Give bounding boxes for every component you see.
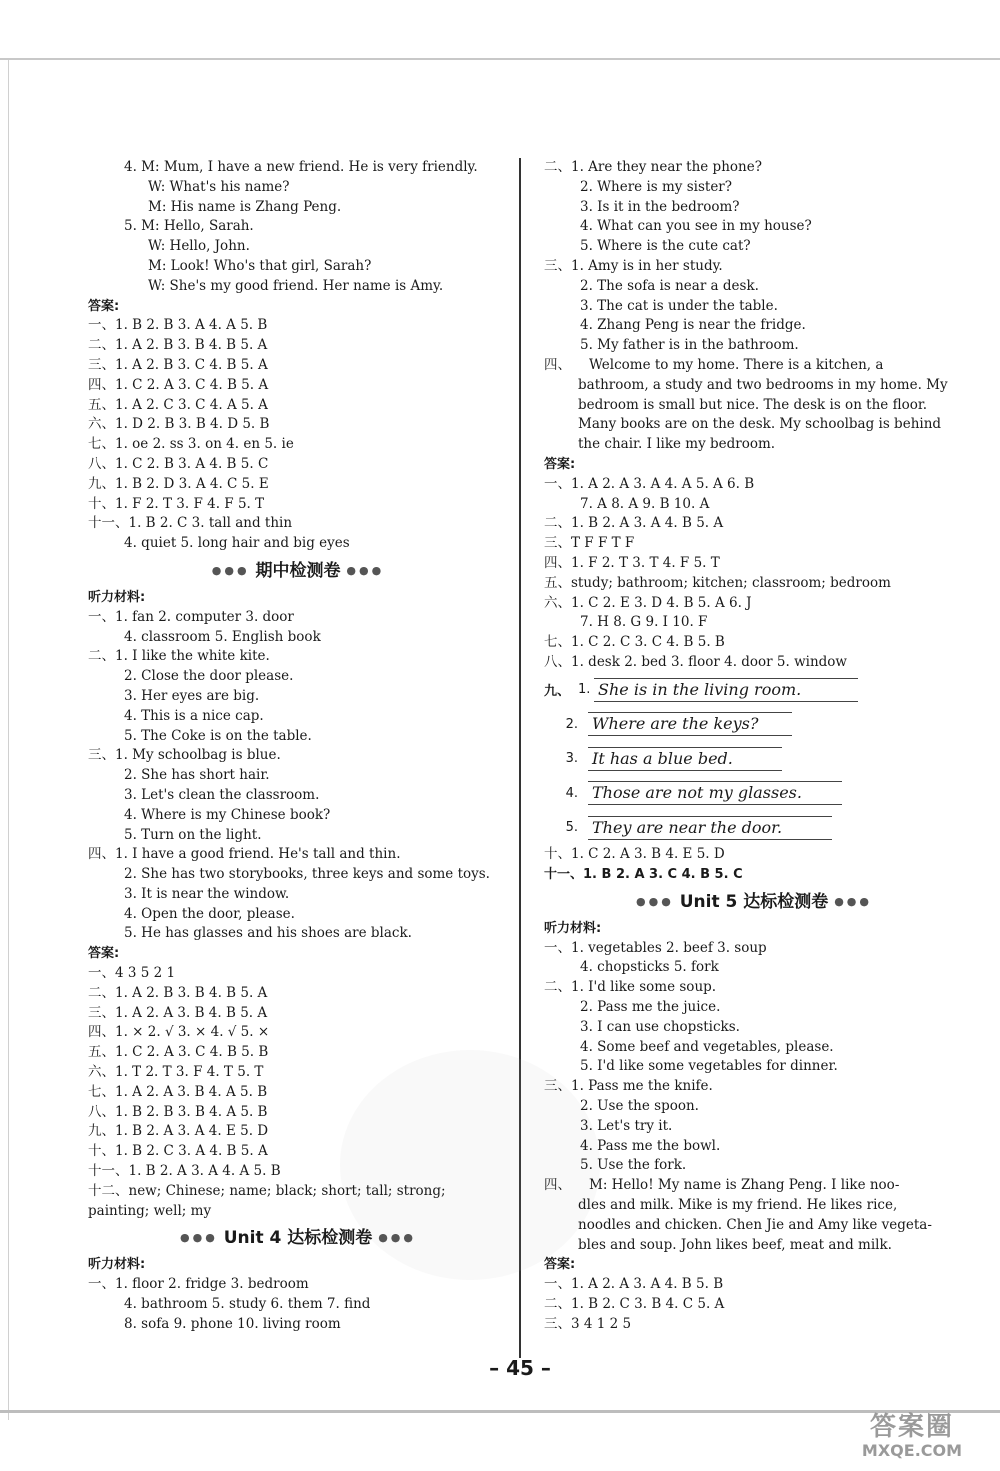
listening-line: 2. She has short hair. — [124, 767, 270, 784]
listening-line: 3. The cat is under the table. — [580, 297, 778, 314]
writing-row — [544, 776, 964, 811]
right-column — [544, 158, 964, 1335]
answer-line: 九、1. B 2. A 3. A 4. E 5. D — [88, 1123, 269, 1140]
listening-line: 3. Her eyes are big. — [124, 687, 260, 704]
passage-line: bles and soup. John likes beef, meat and milk. — [578, 1236, 892, 1253]
answer-line: 十二、new; Chinese; name; black; short; tall; strong; — [88, 1182, 446, 1199]
writing-num: 2. — [565, 716, 578, 732]
listening-line: 4. bathroom 5. study 6. them 7. find — [124, 1296, 371, 1313]
watermark-line1: 答案圈 — [869, 1412, 954, 1442]
listening-line: 二、1. Are they near the phone? — [544, 159, 762, 175]
dialogue-line: W: She's my good friend. Her name is Amy. — [148, 277, 444, 294]
left-edge — [8, 60, 9, 1420]
listening-line: 3. It is near the window. — [124, 885, 290, 902]
listening-line: 2. The sofa is near a desk. — [580, 277, 759, 294]
writing-num: 1. — [578, 682, 591, 698]
listening-line: 4. classroom 5. English book — [124, 628, 321, 645]
answer-line: 六、1. D 2. B 3. B 4. D 5. B — [88, 416, 270, 433]
section-heading-unit5: ●●● Unit 5 达标检测卷 ●●● — [636, 891, 872, 912]
answer-line: 五、study; bathroom; kitchen; classroom; bedroom — [544, 574, 891, 591]
dialogue-line: 4. M: Mum, I have a new friend. He is very friendly. — [124, 159, 478, 175]
answer-line: 七、1. A 2. A 3. B 4. A 5. B — [88, 1083, 268, 1100]
answer-line: 六、1. T 2. T 3. F 4. T 5. T — [88, 1064, 264, 1081]
answer-line: 二、1. B 2. C 3. B 4. C 5. A — [544, 1295, 725, 1312]
answer-line: 五、1. C 2. A 3. C 4. B 5. B — [88, 1044, 269, 1061]
handwritten-answer: Those are not my glasses. — [588, 781, 842, 805]
page-number: – 45 – — [489, 1356, 551, 1380]
listening-line: 一、1. floor 2. fridge 3. bedroom — [88, 1276, 309, 1293]
listening-line: 四、1. I have a good friend. He's tall and thin. — [88, 846, 401, 863]
passage-label: 四、 — [544, 356, 571, 373]
passage-line: 四、 M: Hello! My name is Zhang Peng. I like noo- — [544, 1177, 900, 1194]
listening-label: 听力材料: — [544, 920, 602, 936]
handwritten-answer: Where are the keys? — [588, 712, 792, 736]
writing-num: 5. — [565, 820, 578, 836]
watermark-logo — [838, 1412, 986, 1464]
answers-label: 答案: — [544, 456, 576, 472]
answer-line: 六、1. C 2. E 3. D 4. B 5. A 6. J — [544, 594, 752, 611]
answer-line: 四、1. C 2. A 3. C 4. B 5. A — [88, 376, 269, 393]
dialogue-line: W: Hello, John. — [148, 238, 250, 255]
writing-row — [544, 811, 964, 846]
listening-line: 5. I'd like some vegetables for dinner. — [580, 1058, 838, 1075]
listening-line: 3. Is it in the bedroom? — [580, 198, 740, 215]
passage-line: bathroom, a study and two bedrooms in my home. My — [578, 376, 948, 393]
listening-line: 5. The Coke is on the table. — [124, 727, 312, 744]
handwritten-answer: They are near the door. — [588, 816, 832, 840]
listening-line: 5. He has glasses and his shoes are black. — [124, 925, 412, 942]
decor-dots: ●●● — [180, 1231, 218, 1245]
dialogue-line: M: Look! Who's that girl, Sarah? — [148, 257, 372, 274]
decor-dots: ●●● — [378, 1231, 416, 1245]
answer-line: 十一、1. B 2. A 3. C 4. B 5. C — [544, 867, 743, 883]
answers-label: 答案: — [88, 298, 120, 314]
listening-label: 听力材料: — [88, 1257, 146, 1273]
listening-line: 一、1. vegetables 2. beef 3. soup — [544, 939, 767, 956]
answer-line: 十一、1. B 2. C 3. tall and thin — [88, 515, 293, 532]
listening-line: 5. My father is in the bathroom. — [580, 337, 799, 354]
passage-line: Many books are on the desk. My schoolbag is behind — [578, 416, 942, 433]
section-heading-midterm: ●●● 期中检测卷 ●●● — [211, 560, 385, 581]
writing-num: 3. — [565, 751, 578, 767]
answer-line: 二、1. B 2. A 3. A 4. B 5. A — [544, 515, 724, 532]
answer-line: 七、1. oe 2. ss 3. on 4. en 5. ie — [88, 436, 294, 453]
listening-line: 8. sofa 9. phone 10. living room — [124, 1315, 341, 1332]
passage-line: the chair. I like my bedroom. — [578, 436, 776, 453]
answer-line: 三、1. A 2. A 3. B 4. B 5. A — [88, 1004, 268, 1021]
writing-row — [544, 742, 964, 777]
listening-line: 4. This is a nice cap. — [124, 707, 264, 724]
dialogue-line: 5. M: Hello, Sarah. — [124, 218, 254, 235]
decor-dots: ●●● — [211, 563, 250, 577]
writing-row — [544, 707, 964, 742]
listening-line: 3. Let's try it. — [580, 1117, 673, 1134]
listening-line: 5. Turn on the light. — [124, 826, 262, 843]
answer-line: 一、4 3 5 2 1 — [88, 965, 176, 982]
answer-line: 十、1. B 2. C 3. A 4. B 5. A — [88, 1143, 268, 1160]
handwritten-answer: She is in the living room. — [594, 678, 858, 702]
passage-line: noodles and chicken. Chen Jie and Amy like vegeta- — [578, 1216, 932, 1233]
listening-line: 2. Close the door please. — [124, 668, 294, 685]
listening-line: 4. Open the door, please. — [124, 905, 295, 922]
listening-line: 5. Where is the cute cat? — [580, 238, 751, 255]
answer-line: 八、1. desk 2. bed 3. floor 4. door 5. window — [544, 653, 847, 670]
listening-line: 一、1. fan 2. computer 3. door — [88, 608, 294, 625]
top-rule — [0, 58, 1000, 60]
listening-line: 4. What can you see in my house? — [580, 218, 812, 235]
listening-line: 4. Zhang Peng is near the fridge. — [580, 317, 806, 334]
answers-label: 答案: — [544, 1257, 576, 1273]
answer-line: 三、1. A 2. B 3. C 4. B 5. A — [88, 356, 268, 373]
answer-line: 一、1. A 2. A 3. A 4. B 5. B — [544, 1276, 724, 1293]
answer-line: 九、1. B 2. D 3. A 4. C 5. E — [88, 475, 269, 492]
listening-line: 三、1. Amy is in her study. — [544, 257, 723, 274]
answer-line: 7. H 8. G 9. I 10. F — [580, 614, 708, 631]
decor-dots: ●●● — [834, 894, 872, 908]
handwritten-answer: It has a blue bed. — [588, 747, 782, 771]
listening-line: 4. Some beef and vegetables, please. — [580, 1038, 834, 1055]
answer-line: 二、1. A 2. B 3. B 4. B 5. A — [88, 337, 268, 354]
answer-line: 三、T F F T F — [544, 535, 635, 552]
passage-line: bedroom is small but nice. The desk is on the floor. — [578, 396, 928, 413]
passage-label: 四、 — [544, 1177, 571, 1194]
answer-line: 三、3 4 1 2 5 — [544, 1315, 632, 1332]
answer-line: 八、1. B 2. B 3. B 4. A 5. B — [88, 1103, 268, 1120]
listening-line: 4. Where is my Chinese book? — [124, 806, 331, 823]
writing-row — [544, 673, 964, 708]
listening-line: 2. Pass me the juice. — [580, 999, 721, 1015]
answer-line: 八、1. C 2. B 3. A 4. B 5. C — [88, 455, 269, 472]
answers-label: 答案: — [88, 946, 120, 962]
listening-line: 三、1. Pass me the knife. — [544, 1078, 713, 1095]
answer-line: 七、1. C 2. C 3. C 4. B 5. B — [544, 634, 725, 651]
left-column — [88, 158, 508, 1335]
listening-label: 听力材料: — [88, 589, 146, 605]
answer-line: 五、1. A 2. C 3. C 4. A 5. A — [88, 396, 268, 413]
writing-num: 4. — [565, 785, 578, 801]
dialogue-line: W: What's his name? — [148, 178, 290, 195]
listening-line: 三、1. My schoolbag is blue. — [88, 747, 281, 764]
answer-line: 十、1. C 2. A 3. B 4. E 5. D — [544, 846, 725, 863]
listening-line: 二、1. I like the white kite. — [88, 648, 270, 665]
answer-line: 十、1. F 2. T 3. F 4. F 5. T — [88, 495, 265, 512]
answer-line: painting; well; my — [88, 1202, 212, 1219]
writing-label: 九、 — [544, 684, 571, 700]
listening-line: 4. chopsticks 5. fork — [580, 959, 719, 976]
answer-line: 十一、1. B 2. A 3. A 4. A 5. B — [88, 1163, 281, 1180]
listening-line: 2. Where is my sister? — [580, 178, 733, 195]
answer-line: 二、1. A 2. B 3. B 4. B 5. A — [88, 984, 268, 1001]
decor-dots: ●●● — [636, 894, 674, 908]
answer-line: 一、1. A 2. A 3. A 4. A 5. A 6. B — [544, 475, 755, 492]
answer-line: 四、1. × 2. √ 3. × 4. √ 5. × — [88, 1024, 270, 1041]
passage-line: 四、 Welcome to my home. There is a kitchen, a — [544, 356, 884, 373]
answer-line: 四、1. F 2. T 3. T 4. F 5. T — [544, 554, 720, 571]
answer-line: 4. quiet 5. long hair and big eyes — [124, 535, 350, 552]
listening-line: 3. I can use chopsticks. — [580, 1018, 740, 1035]
listening-line: 二、1. I'd like some soup. — [544, 979, 717, 996]
listening-line: 2. She has two storybooks, three keys and some toys. — [124, 866, 490, 883]
listening-line: 3. Let's clean the classroom. — [124, 786, 320, 803]
answer-line: 一、1. B 2. B 3. A 4. A 5. B — [88, 317, 268, 334]
dialogue-line: M: His name is Zhang Peng. — [148, 198, 342, 215]
watermark-line2: MXQE.COM — [861, 1441, 963, 1460]
listening-line: 2. Use the spoon. — [580, 1097, 699, 1114]
listening-line: 5. Use the fork. — [580, 1157, 687, 1174]
decor-dots: ●●● — [346, 563, 385, 577]
listening-line: 4. Pass me the bowl. — [580, 1137, 721, 1154]
passage-line: dles and milk. Mike is my friend. He likes rice, — [578, 1196, 898, 1213]
answer-line: 7. A 8. A 9. B 10. A — [580, 495, 710, 512]
section-heading-unit4: ●●● Unit 4 达标检测卷 ●●● — [180, 1228, 416, 1249]
